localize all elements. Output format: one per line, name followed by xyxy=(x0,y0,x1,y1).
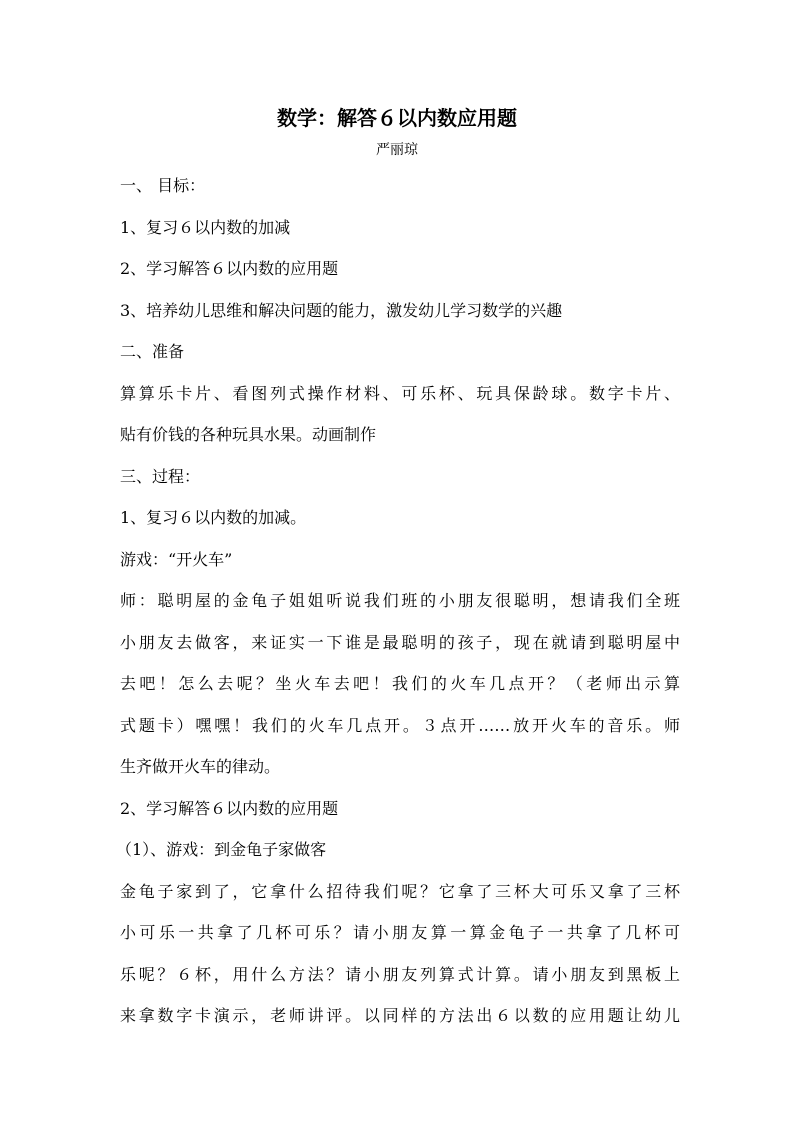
goal-item-2: 2、学习解答６以内数的应用题 xyxy=(120,259,339,278)
visit-paragraph-line-4: 来拿数字卡演示，老师讲评。以同样的方法出６以数的应用题让幼儿 xyxy=(120,1006,680,1025)
section-heading-process: 三、过程： xyxy=(120,466,201,486)
goal-item-1: 1、复习６以内数的加减 xyxy=(120,217,291,237)
teacher-paragraph-line-5: 生齐做开火车的律动。 xyxy=(120,757,281,776)
teacher-paragraph-line-4: 式题卡）嘿嘿！我们的火车几点开。３点开……放开火车的音乐。师 xyxy=(120,715,680,735)
section-heading-goals: 一、 目标： xyxy=(120,176,206,195)
visit-paragraph-line-2: 小可乐一共拿了几杯可乐？请小朋友算一算金龟子一共拿了几杯可 xyxy=(120,923,680,942)
process-step-1: 1、复习６以内数的加减。 xyxy=(120,508,307,527)
teacher-paragraph-line-2: 小朋友去做客，来证实一下谁是最聪明的孩子，现在就请到聪明屋中 xyxy=(120,632,680,652)
document-body xyxy=(116,165,680,1037)
teacher-paragraph-line-1: 师：聪明屋的金龟子姐姐听说我们班的小朋友很聪明，想请我们全班 xyxy=(120,591,680,610)
document-title: 数学：解答６以内数应用题 xyxy=(277,106,517,130)
preparation-text-line-2: 贴有价钱的各种玩具水果。动画制作 xyxy=(120,425,377,444)
visit-paragraph-line-3: 乐呢？６杯，用什么方法？请小朋友列算式计算。请小朋友到黑板上 xyxy=(120,964,680,984)
game-title-visit: （1）、游戏：到金龟子家做客 xyxy=(116,840,327,859)
process-step-2: 2、学习解答６以内数的应用题 xyxy=(120,798,339,818)
preparation-text-line-1: 算算乐卡片、看图列式操作材料、可乐杯、玩具保龄球。数字卡片、 xyxy=(120,383,680,403)
section-heading-preparation: 二、准备 xyxy=(120,342,185,361)
visit-paragraph-line-1: 金龟子家到了，它拿什么招待我们呢？它拿了三杯大可乐又拿了三杯 xyxy=(120,881,680,901)
document-author: 严丽琼 xyxy=(376,142,418,158)
goal-item-3: 3、培养幼儿思维和解决问题的能力，激发幼儿学习数学的兴趣 xyxy=(120,300,563,320)
teacher-paragraph-line-3: 去吧！怎么去呢？坐火车去吧！我们的火车几点开？（老师出示算 xyxy=(120,674,680,693)
game-title-train: 游戏：“开火车” xyxy=(120,549,233,569)
